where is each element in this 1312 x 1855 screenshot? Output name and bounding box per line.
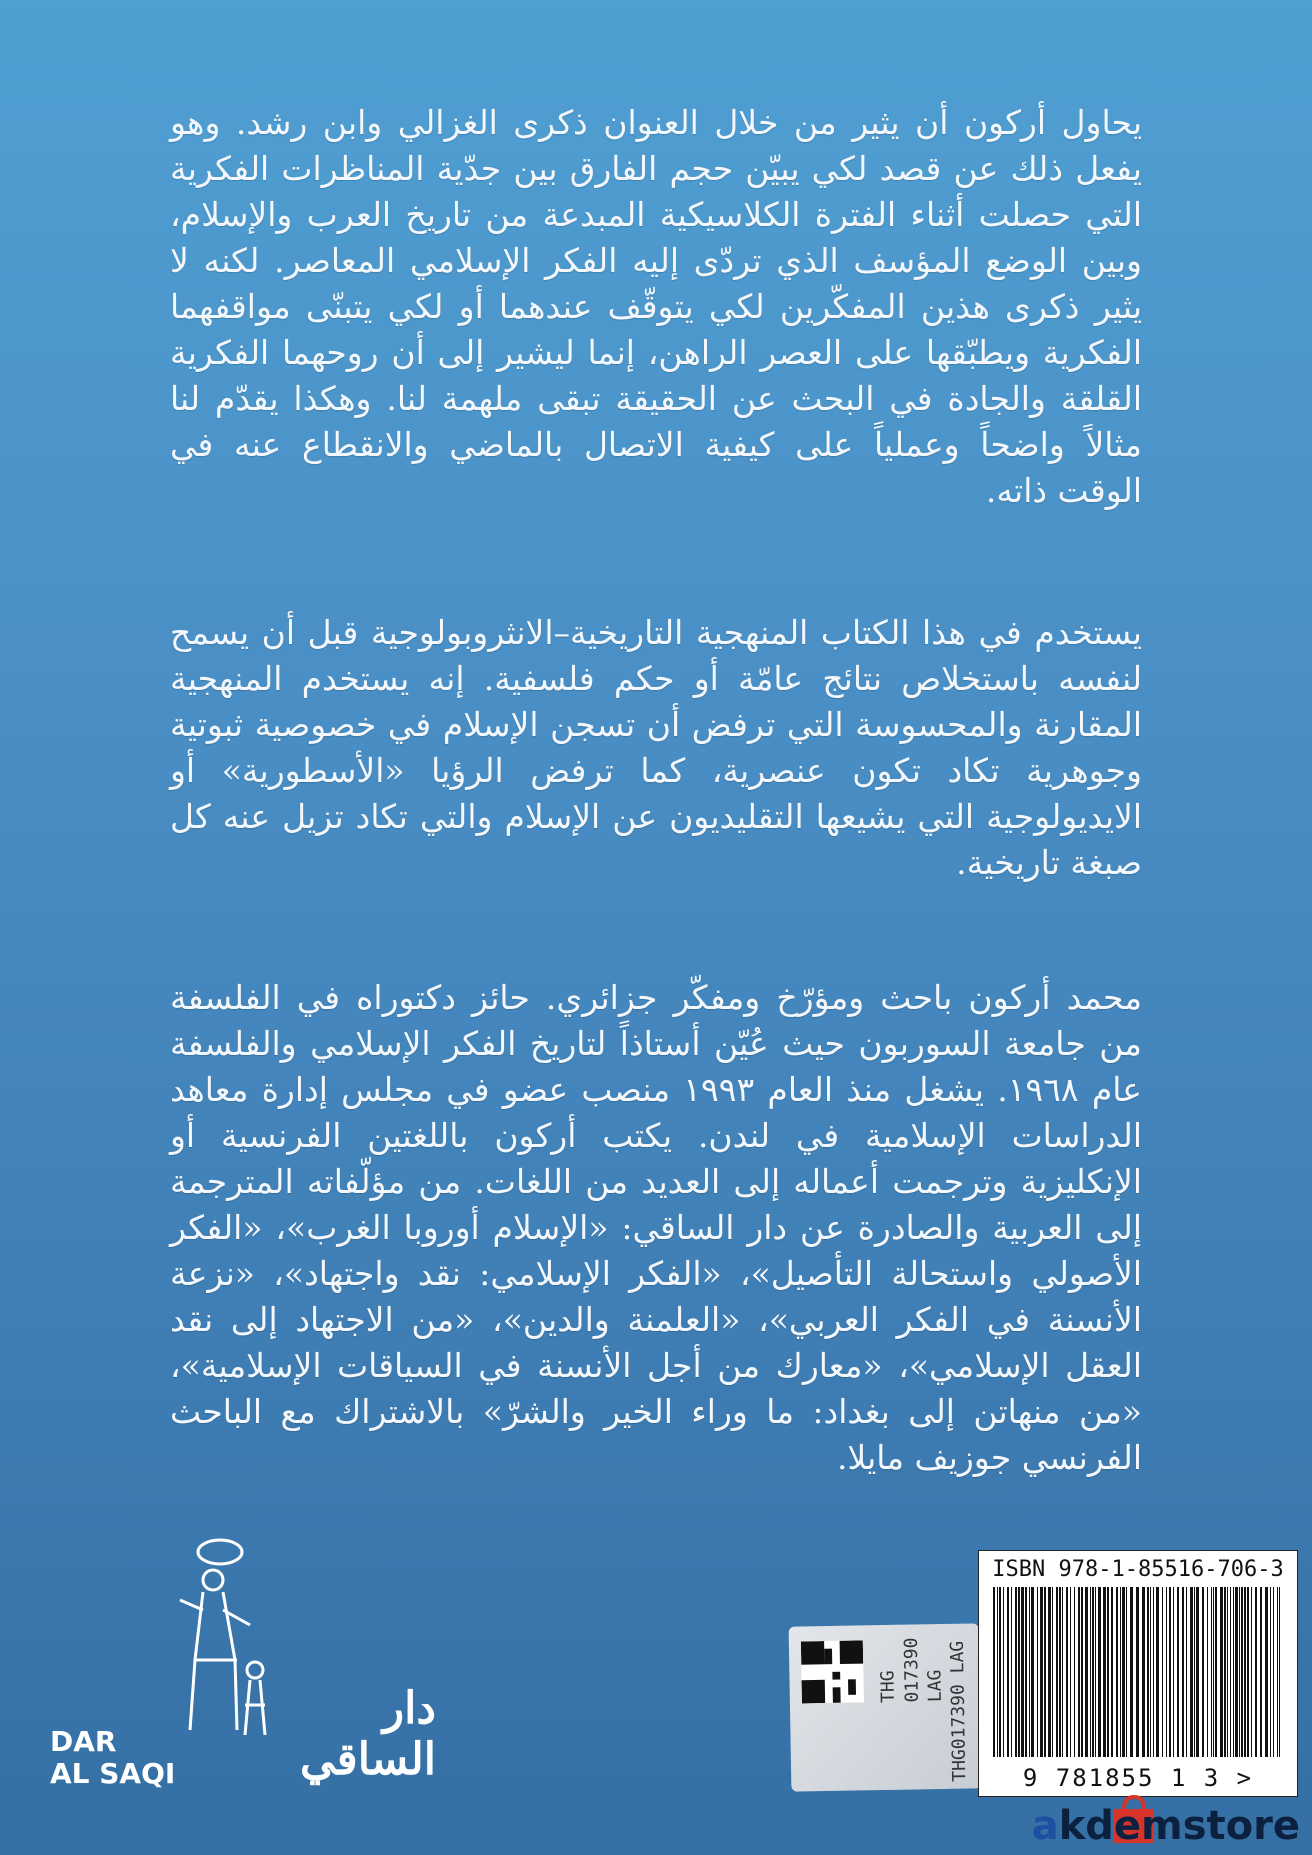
barcode-bar [1007,1587,1009,1757]
barcode-bar [1173,1587,1174,1757]
barcode-bar [1111,1587,1113,1757]
barcode-bar [1056,1587,1058,1757]
barcode-bar [1213,1587,1214,1757]
barcode-bar [1116,1587,1118,1757]
barcode-bar [1270,1587,1271,1757]
barcode-bar [1150,1587,1151,1757]
barcode-bar [1037,1587,1038,1757]
barcode-bar [1190,1587,1193,1757]
barcode-bar [1025,1587,1027,1757]
barcode-bar [997,1587,998,1757]
barcode-bar [1147,1587,1149,1757]
barcode-bar [1011,1587,1012,1757]
barcode-bar [1081,1587,1083,1757]
blurb-paragraph-1: يحاول أركون أن يثير من خلال العنوان ذكرى الغزالي وابن رشد. وهو يفعل ذلك عن قصد لكي يبيّن حجم الفارق بين جدّية المناظرات الفكرية التي حصلت أثناء الفترة الكلاسيكية المبدعة من تاريخ العرب والإسلام، وبين الوضع المؤسف الذي تردّى إليه الفكر الإسلامي المعاصر. لكنه لا يثير ذكرى هذين المفكّرين لكي يتوقّف عندهما أو لكي يتبنّى مواقفهما الفكرية ويطبّقها على العصر الراهن، إنما ليشير إلى أن روحهما الفكرية القلقة والجادة في البحث عن الحقيقة تبقى ملهمة لنا. وهكذا يقدّم لنا مثالاً واضحاً وعملياً على كيفية الاتصال بالماضي والانقطاع عنه في الوقت ذاته. [170,103,1143,510]
barcode-bar [1095,1587,1096,1757]
store-watermark: akdemstore [1031,1803,1300,1849]
barcode-bar [1130,1587,1133,1757]
barcode-bar [1279,1587,1280,1757]
isbn-barcode [978,1550,1298,1797]
barcode-bar [1070,1587,1071,1757]
publisher-latin-name: DAR AL SAQI [50,1725,176,1790]
barcode-bar [1235,1587,1238,1757]
barcode-bar [1239,1587,1240,1757]
barcode-bar [1066,1587,1068,1757]
publisher-logo [35,1530,436,1790]
barcode-bar [1018,1587,1020,1757]
barcode-bar [1136,1587,1139,1757]
barcode-bar [1074,1587,1075,1757]
barcode-bar [1277,1587,1278,1757]
blurb-paragraph-2: يستخدم في هذا الكتاب المنهجية التاريخية–الانثروبولوجية قبل أن يسمح لنفسه باستخلاص نتائج عامّة أو حكم فلسفية. إنه يستخدم المنهجية المقارنة والمحسوسة التي ترفض أن تسجن الإسلام في خصوصية ثبوتية وجوهرية تكاد تكون عنصرية، كما ترفض الرؤيا «الأسطورية» أو الايديولوجية التي يشيعها التقليديون عن الإسلام والتي تكاد تزيل عنه كل صبغة تاريخية. [170,613,1142,882]
barcode-bar [1233,1587,1234,1757]
barcode-bar [1230,1587,1231,1757]
barcode-bar [1090,1587,1091,1757]
barcode-bar [1169,1587,1171,1757]
sticker-code-3: LAG [924,1669,946,1703]
barcode-bar [1092,1587,1094,1757]
barcode-bar [1048,1587,1051,1757]
barcode-bar [1031,1587,1034,1757]
barcode-digits: 9 781855 1 3 > [1022,1764,1254,1792]
isbn-label: ISBN 978-1-85516-706-3 [992,1557,1284,1582]
barcode-bar [1059,1587,1061,1757]
barcode-bar [1044,1587,1046,1757]
barcode-bar [1265,1587,1268,1757]
barcode-bar [1107,1587,1109,1757]
barcode-bar [1273,1587,1274,1757]
barcode-bar [1052,1587,1053,1757]
barcode-bar [1120,1587,1121,1757]
barcode-bar [999,1587,1001,1757]
qr-code-icon [801,1640,864,1703]
barcode-bar [1003,1587,1004,1757]
barcode-bar [1166,1587,1167,1757]
sticker-code-1: THG [877,1670,899,1704]
barcode-bar [1142,1587,1145,1757]
barcode-bar [1156,1587,1159,1757]
barcode-bar [993,1587,995,1757]
barcode-bar [1224,1587,1226,1757]
barcode-bar [1029,1587,1030,1757]
water-carrier-figure-icon [165,1530,285,1750]
barcode-bar [1244,1587,1246,1757]
barcode-bar [1162,1587,1163,1757]
barcode-bar [1186,1587,1187,1757]
author-bio-paragraph: محمد أركون باحث ومؤرّخ ومفكّر جزائري. حائز دكتوراه في الفلسفة من جامعة السوربون حيث عُيّن أستاذاً لتاريخ الفكر الإسلامي والفلسفة عام ١٩٦٨. يشغل منذ العام ١٩٩٣ منصب عضو في مجلس إدارة معاهد الدراسات الإسلامية في لندن. يكتب أركون باللغتين الفرنسية أو الإنكليزية وترجمت أعماله إلى العديد من اللغات. من مؤلّفاته المترجمة إلى العربية والصادرة عن دار الساقي: «الإسلام أوروبا الغرب»، «الفكر الأصولي واستحالة التأصيل»، «الفكر الإسلامي: نقد واجتهاد»، «نزعة الأنسنة في الفكر العربي»، «العلمنة والدين»، «من الاجتهاد إلى نقد العقل الإسلامي»، «معارك من أجل الأنسنة في السياقات الإسلامية»، «من منهاتن إلى بغداد: ما وراء الخير والشرّ» بالاشتراك مع الباحث الفرنسي جوزيف مايلا. [170,978,1142,1477]
barcode-bar [1021,1587,1024,1757]
barcode-bar [1040,1587,1043,1757]
barcode-bar [1103,1587,1106,1757]
barcode-bar [1085,1587,1088,1757]
barcode-bar [1122,1587,1125,1757]
barcode-bar [1215,1587,1217,1757]
barcode-bar [1078,1587,1080,1757]
barcode-bar [1177,1587,1179,1757]
barcode-bar [1207,1587,1208,1757]
barcode-bar [1062,1587,1063,1757]
barcode-bar [1194,1587,1195,1757]
barcode-bar [1255,1587,1257,1757]
barcode-bars [989,1587,1287,1757]
barcode-bar [1202,1587,1204,1757]
barcode-bar [1098,1587,1101,1757]
barcode-bar [1153,1587,1154,1757]
barcode-bar [1015,1587,1017,1757]
sticker-code-2: 017390 [900,1637,923,1703]
barcode-bar [1247,1587,1249,1757]
barcode-bar [1251,1587,1252,1757]
barcode-bar [1220,1587,1223,1757]
barcode-bar [1227,1587,1228,1757]
sticker-code-4: THG017390 LAG [946,1640,971,1782]
barcode-bar [1196,1587,1199,1757]
barcode-bar [1126,1587,1127,1757]
publisher-arabic-name: دار الساقي [300,1683,436,1785]
library-sticker [789,1623,982,1791]
barcode-bar [1241,1587,1243,1757]
barcode-bar [1211,1587,1212,1757]
barcode-bar [1182,1587,1184,1757]
barcode-bar [1260,1587,1262,1757]
